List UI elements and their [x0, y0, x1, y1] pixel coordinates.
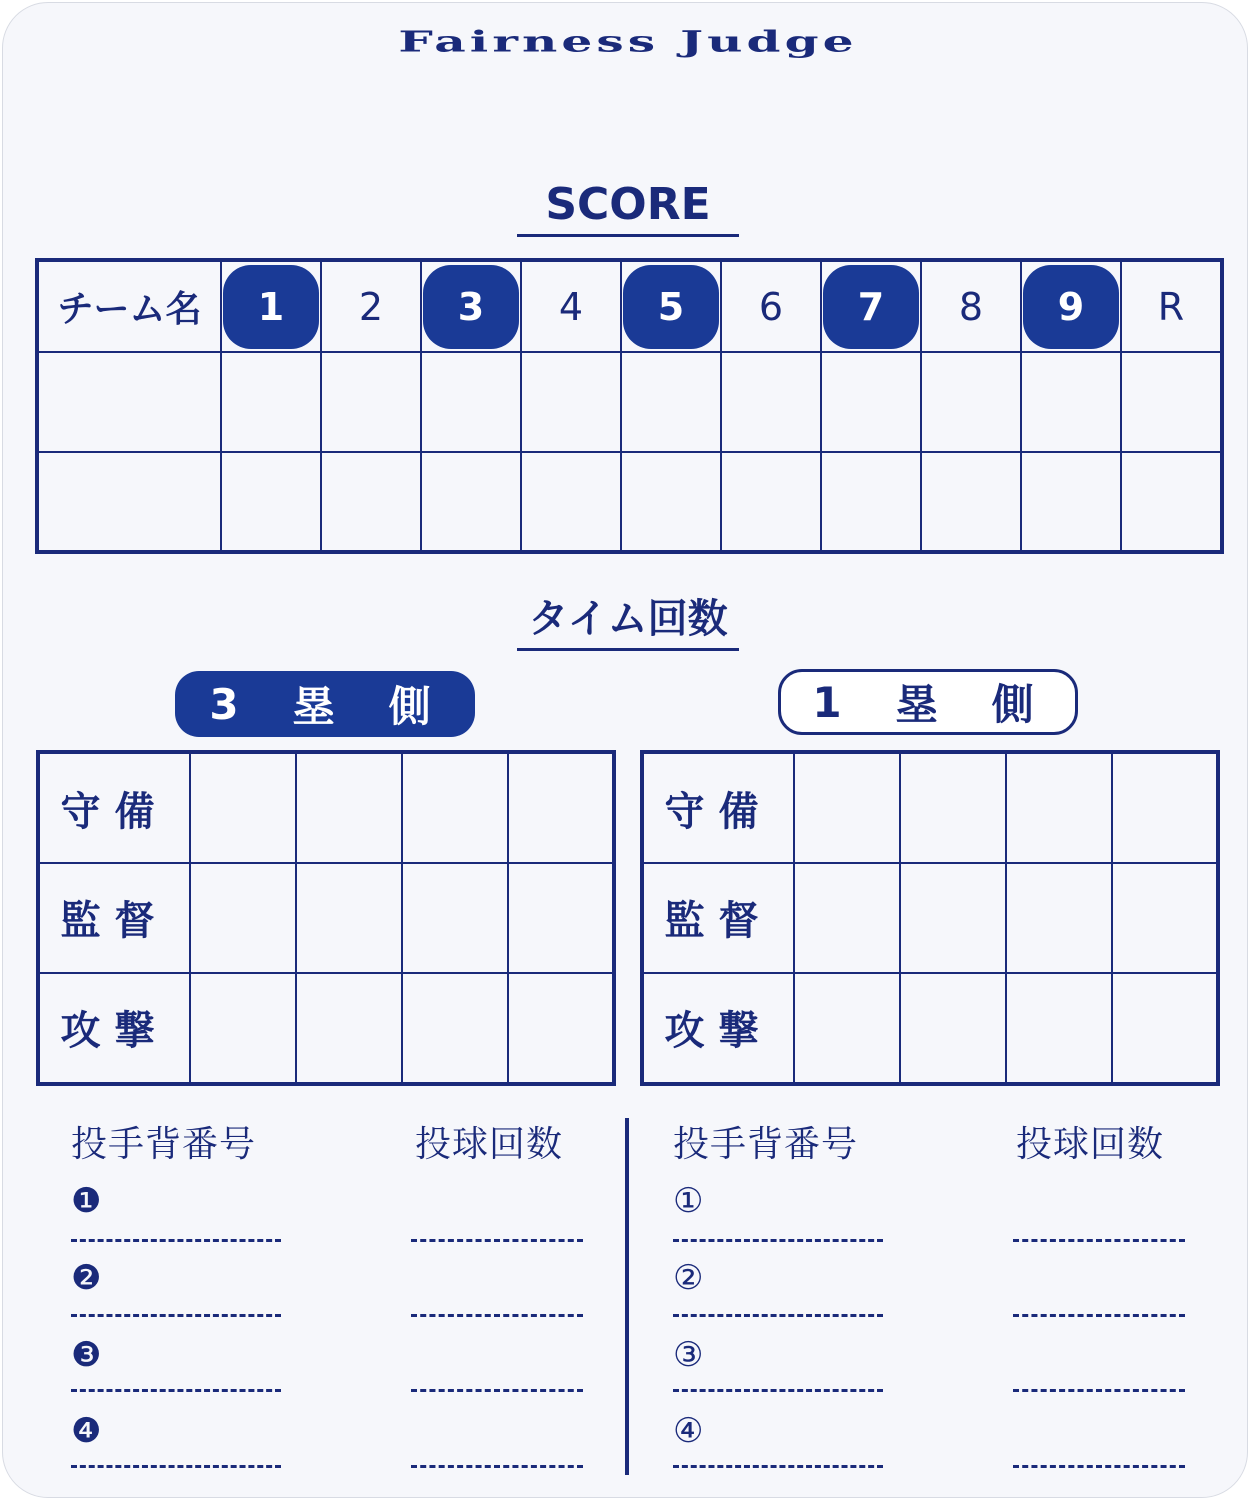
score-table	[35, 258, 1224, 554]
timeout-cell[interactable]	[1112, 752, 1218, 863]
timeout-cell[interactable]	[1112, 973, 1218, 1084]
timeout-cell[interactable]	[1006, 863, 1112, 972]
row-label-offense: 攻撃	[642, 973, 794, 1084]
score-cell[interactable]	[221, 352, 321, 452]
inning-3-header	[421, 260, 521, 352]
right-pitch-count-header: 投球回数	[1016, 1124, 1165, 1165]
timeout-cell[interactable]	[1112, 863, 1218, 972]
pitch-count-line[interactable]	[1013, 1314, 1185, 1317]
score-cell[interactable]	[221, 452, 321, 552]
team-name-header: チーム名	[37, 260, 221, 352]
right-pitcher-mark-1: ①	[673, 1181, 704, 1221]
score-cell[interactable]	[321, 352, 421, 452]
timeout-cell[interactable]	[402, 973, 508, 1084]
inning-4-header	[521, 260, 621, 352]
inning-8-header	[921, 260, 1021, 352]
first-base-timeout-table	[640, 750, 1220, 1086]
score-cell[interactable]	[821, 352, 921, 452]
inning-9-header	[1021, 260, 1121, 352]
inning-label: 5	[623, 265, 719, 349]
pitcher-number-line[interactable]	[71, 1314, 281, 1317]
third-base-side-badge	[175, 671, 475, 737]
inning-label: R	[1157, 284, 1185, 329]
timeout-row-defense	[642, 752, 1218, 863]
inning-6-header	[721, 260, 821, 352]
score-cell[interactable]	[521, 352, 621, 452]
timeout-cell[interactable]	[1006, 752, 1112, 863]
timeout-cell[interactable]	[296, 863, 402, 972]
team-row-1	[37, 352, 1222, 452]
row-label-manager: 監督	[642, 863, 794, 972]
side-badge-char: 3	[209, 679, 249, 729]
inning-label: 8	[958, 284, 984, 329]
pitch-count-line[interactable]	[411, 1239, 583, 1242]
timeout-row-manager	[38, 863, 614, 972]
inning-7-header	[821, 260, 921, 352]
pitcher-number-line[interactable]	[71, 1389, 281, 1392]
timeout-cell[interactable]	[402, 752, 508, 863]
timeout-cell[interactable]	[508, 973, 614, 1084]
inning-5-header	[621, 260, 721, 352]
pitcher-section-divider	[625, 1118, 629, 1475]
pitcher-number-line[interactable]	[71, 1239, 281, 1242]
score-cell[interactable]	[921, 452, 1021, 552]
side-badge-char: 塁	[895, 680, 948, 729]
inning-label: 4	[558, 284, 584, 329]
score-cell[interactable]	[421, 352, 521, 452]
right-pitcher-number-header: 投手背番号	[673, 1124, 859, 1165]
score-cell[interactable]	[521, 452, 621, 552]
timeout-cell[interactable]	[190, 973, 296, 1084]
pitcher-number-line[interactable]	[673, 1314, 883, 1317]
timeout-cell[interactable]	[508, 863, 614, 972]
inning-label: 6	[758, 284, 784, 329]
left-pitcher-mark-4: ❹	[71, 1411, 102, 1451]
pitcher-number-line[interactable]	[673, 1239, 883, 1242]
third-base-timeout-table	[36, 750, 616, 1086]
timeout-cell[interactable]	[190, 752, 296, 863]
pitcher-number-line[interactable]	[673, 1465, 883, 1468]
scorecard	[2, 2, 1248, 1498]
row-label-defense: 守備	[38, 752, 190, 863]
inning-label: 2	[358, 284, 384, 329]
score-cell[interactable]	[721, 352, 821, 452]
score-cell[interactable]	[621, 352, 721, 452]
score-cell[interactable]	[1021, 452, 1121, 552]
pitch-count-line[interactable]	[1013, 1389, 1185, 1392]
timeout-row-defense	[38, 752, 614, 863]
pitcher-number-line[interactable]	[673, 1389, 883, 1392]
side-badge-char: 側	[991, 680, 1044, 729]
timeout-row-manager	[642, 863, 1218, 972]
brand-logo: Fairness Judge	[398, 25, 858, 59]
right-pitcher-mark-2: ②	[673, 1258, 704, 1298]
score-cell[interactable]	[821, 452, 921, 552]
timeout-cell[interactable]	[1006, 973, 1112, 1084]
score-cell[interactable]	[421, 452, 521, 552]
side-badge-char: 1	[812, 677, 852, 727]
timeout-cell[interactable]	[402, 863, 508, 972]
inning-2-header	[321, 260, 421, 352]
pitch-count-line[interactable]	[411, 1389, 583, 1392]
score-cell[interactable]	[1121, 452, 1222, 552]
team-name-cell[interactable]	[37, 352, 221, 452]
score-cell[interactable]	[1021, 352, 1121, 452]
timeout-row-offense	[642, 973, 1218, 1084]
right-pitcher-mark-4: ④	[673, 1411, 704, 1451]
pitch-count-line[interactable]	[1013, 1465, 1185, 1468]
left-pitch-count-header: 投球回数	[415, 1124, 564, 1165]
pitch-count-line[interactable]	[411, 1465, 583, 1468]
timeout-cell[interactable]	[190, 863, 296, 972]
pitch-count-line[interactable]	[411, 1314, 583, 1317]
timeout-row-offense	[38, 973, 614, 1084]
score-cell[interactable]	[321, 452, 421, 552]
team-name-cell[interactable]	[37, 452, 221, 552]
inning-label: 3	[423, 265, 519, 349]
row-label-defense: 守備	[642, 752, 794, 863]
timeout-cell[interactable]	[296, 752, 402, 863]
left-pitcher-mark-3: ❸	[71, 1335, 102, 1375]
score-cell[interactable]	[721, 452, 821, 552]
row-label-offense: 攻撃	[38, 973, 190, 1084]
timeout-cell[interactable]	[794, 752, 900, 863]
score-title: SCORE	[517, 179, 739, 237]
pitch-count-line[interactable]	[1013, 1239, 1185, 1242]
left-pitcher-mark-1: ❶	[71, 1181, 102, 1221]
timeout-cell[interactable]	[508, 752, 614, 863]
timeout-title: タイム回数	[517, 593, 739, 651]
left-pitcher-mark-2: ❷	[71, 1258, 102, 1298]
side-badge-char: 側	[388, 682, 441, 731]
inning-label: 9	[1023, 265, 1119, 349]
timeout-cell[interactable]	[900, 973, 1006, 1084]
left-pitcher-number-header: 投手背番号	[71, 1124, 257, 1165]
timeout-cell[interactable]	[900, 863, 1006, 972]
timeout-cell[interactable]	[794, 973, 900, 1084]
score-cell[interactable]	[1121, 352, 1222, 452]
inning-1-header	[221, 260, 321, 352]
score-cell[interactable]	[621, 452, 721, 552]
inning-label: 7	[823, 265, 919, 349]
inning-label: 1	[223, 265, 319, 349]
side-badge-char: 塁	[292, 682, 345, 731]
timeout-cell[interactable]	[794, 863, 900, 972]
score-cell[interactable]	[921, 352, 1021, 452]
runs-total-header	[1121, 260, 1222, 352]
timeout-cell[interactable]	[296, 973, 402, 1084]
first-base-side-badge	[778, 669, 1078, 735]
team-row-2	[37, 452, 1222, 552]
row-label-manager: 監督	[38, 863, 190, 972]
score-header-row	[37, 260, 1222, 352]
pitcher-number-line[interactable]	[71, 1465, 281, 1468]
timeout-cell[interactable]	[900, 752, 1006, 863]
right-pitcher-mark-3: ③	[673, 1335, 704, 1375]
